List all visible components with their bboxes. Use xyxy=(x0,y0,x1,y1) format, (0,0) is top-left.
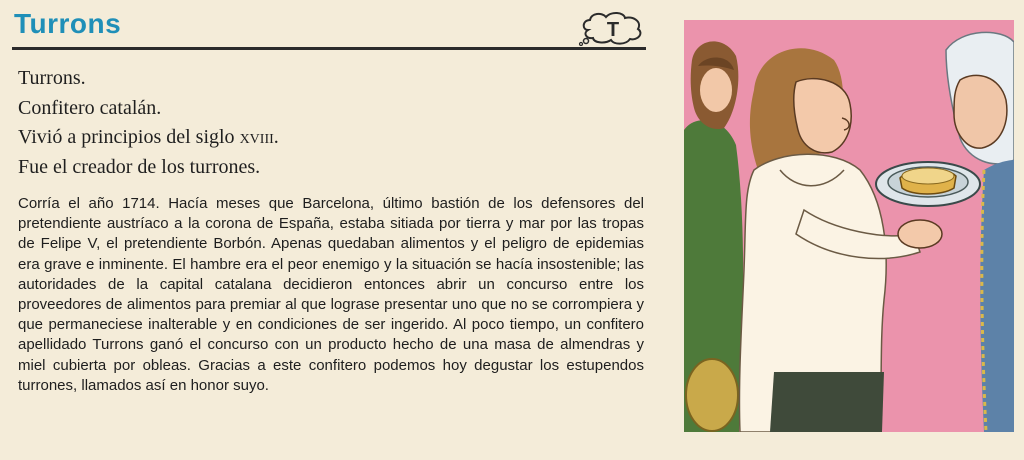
summary-block xyxy=(18,64,638,182)
title-divider xyxy=(12,47,646,50)
summary-name: Turrons. xyxy=(18,67,86,89)
speech-bubble-t-icon xyxy=(578,10,648,46)
summary-era xyxy=(18,123,638,153)
summary-era-suffix: . xyxy=(273,126,279,148)
summary-era-century: xviii xyxy=(239,126,274,148)
summary-era-prefix: Vivió a principios del siglo xyxy=(18,126,240,148)
page-title: Turrons xyxy=(14,8,122,39)
badge-letter: T xyxy=(606,19,620,41)
body-paragraph: Corría el año 1714. Hacía meses que Barcelona, último bastión de los defensores del pretendiente austríaco a la corona de España, estaba sitiada por tierra y mar por las tropas de Felipe V, el pretendiente Borbón. Apenas quedaban alimentos y el peligro de epidemias era grave e inminente. El hambre era el peor enemigo y la situación se hacía insostenible; las autoridades de la capital catalana decidieron entonces abrir un concurso entre los proveedores de alimentos para premiar al que lograse presentar uno que no se corrompiera y que permaneciese inalterable y en condiciones de ser ingerido. Al poco tiempo, un confitero apellidado Turrons ganó el concurso con un producto hecho de una masa de almendras y miel cubierta por obleas. Gracias a este confitero podemos hoy degustar los estupendos turrones, llamados así en honor suyo. xyxy=(18,195,644,394)
confectioner-presenting-turron-illustration xyxy=(684,20,1014,432)
summary-occupation: Confitero catalán. xyxy=(18,96,162,119)
summary-achievement: Fue el creador de los turrones. xyxy=(18,155,261,178)
